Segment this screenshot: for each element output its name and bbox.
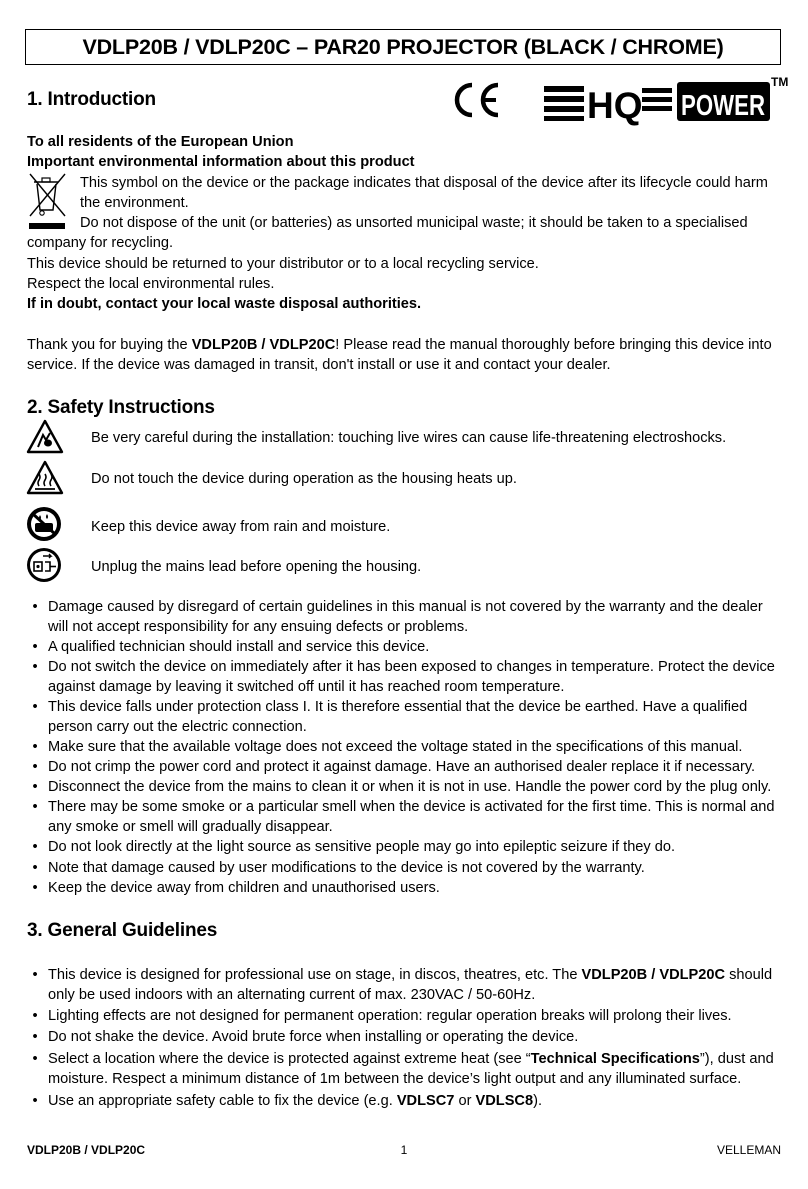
bullet-marker: • <box>32 1051 38 1067</box>
environment-text-7: If in doubt, contact your local waste disposal authorities. <box>27 296 422 312</box>
section-heading-safety: 2. Safety Instructions <box>27 397 215 418</box>
bullet-marker: • <box>32 880 38 896</box>
bullet-marker: • <box>32 967 38 983</box>
section-heading-introduction: 1. Introduction <box>27 89 156 110</box>
safety-icon-text-2: Do not touch the device during operation as the housing heats up. <box>91 471 517 487</box>
ce-mark-logo <box>448 80 504 120</box>
safety-bullet-2: A qualified technician should install and service this device. <box>48 639 430 655</box>
bullet-marker: • <box>32 779 38 795</box>
svg-text:HQ: HQ <box>587 85 643 126</box>
safety-bullet-4: This device falls under protection class I. It is therefore essential that the device be earthed. Have a qualified person carry out the electric connection. <box>48 699 748 735</box>
safety-icon-text-3: Keep this device away from rain and moisture. <box>91 519 391 535</box>
safety-bullet-9: Do not look directly at the light source as sensitive people may go into epileptic seizure if they do. <box>48 839 676 855</box>
bullet-marker: • <box>32 699 38 715</box>
guideline-bullet-2: Lighting effects are not designed for permanent operation: regular operation breaks will prolong their lives. <box>48 1008 732 1024</box>
footer-brand: VELLEMAN <box>716 1143 781 1157</box>
environment-text-2: the environment. <box>80 195 189 211</box>
section-heading-general-guidelines: 3. General Guidelines <box>27 920 218 941</box>
safety-bullet-6: Do not crimp the power cord and protect it against damage. Have an authorised dealer replace it if necessary. <box>48 759 756 775</box>
bullet-marker: • <box>32 739 38 755</box>
environment-text-4: company for recycling. <box>27 235 173 251</box>
crossed-bin-icon <box>27 172 69 232</box>
no-rain-moisture-icon <box>26 506 62 542</box>
bullet-marker: • <box>32 1008 38 1024</box>
hq-power-logo <box>541 80 773 124</box>
guideline-bullet-4: Select a location where the device is protected against extreme heat (see “Technical Specifications”), dust and moisture. Respect a minimum distance of 1m between the device’s light output and any illuminated surface. <box>48 1051 774 1087</box>
footer-model: VDLP20B / VDLP20C <box>27 1143 146 1157</box>
bullet-marker: • <box>32 659 38 675</box>
thank-you-text-1: Thank you for buying the VDLP20B / VDLP20C! Please read the manual thoroughly before bringing this device into <box>27 337 772 353</box>
environment-heading: Important environmental information about this product <box>27 154 415 170</box>
bullet-marker: • <box>32 1029 38 1045</box>
environment-text-1: This symbol on the device or the package indicates that disposal of the device after its lifecycle could harm <box>80 175 768 191</box>
svg-text:POWER: POWER <box>681 90 766 122</box>
safety-bullet-3: Do not switch the device on immediately after it has been exposed to changes in temperature. Protect the device against damage by leaving it switched off until it has reached room temperature. <box>48 659 775 695</box>
safety-icon-text-1: Be very careful during the installation: touching live wires can cause life-threatening electroshocks. <box>91 430 727 446</box>
safety-bullet-11: Keep the device away from children and unauthorised users. <box>48 880 440 896</box>
guideline-bullet-1: This device is designed for professional use on stage, in discos, theatres, etc. The VDLP20B / VDLP20C should only be used indoors with an alternating current of max. 230VAC / 50-60Hz. <box>48 967 773 1003</box>
environment-text-3: Do not dispose of the unit (or batteries) as unsorted municipal waste; it should be taken to a specialised <box>80 215 748 231</box>
bullet-marker: • <box>32 759 38 775</box>
hot-surface-warning-icon <box>26 460 64 496</box>
document-title: VDLP20B / VDLP20C – PAR20 PROJECTOR (BLACK / CHROME) <box>25 29 781 65</box>
thank-you-text-2: service. If the device was damaged in transit, don't install or use it and contact your dealer. <box>27 357 611 373</box>
safety-bullet-8: There may be some smoke or a particular smell when the device is activated for the first time. This is normal and any smoke or smell will gradually disappear. <box>48 799 775 835</box>
bullet-marker: • <box>32 839 38 855</box>
eu-residents-heading: To all residents of the European Union <box>27 134 294 150</box>
electric-shock-warning-icon <box>26 419 64 455</box>
trademark-symbol: TM <box>771 75 789 89</box>
safety-icon-text-4: Unplug the mains lead before opening the housing. <box>91 559 422 575</box>
bullet-marker: • <box>32 1093 38 1109</box>
environment-text-5: This device should be returned to your distributor or to a local recycling service. <box>27 256 539 272</box>
guideline-bullet-3: Do not shake the device. Avoid brute force when installing or operating the device. <box>48 1029 579 1045</box>
bullet-marker: • <box>32 599 38 615</box>
guideline-bullet-5: Use an appropriate safety cable to fix the device (e.g. VDLSC7 or VDLSC8). <box>48 1093 542 1109</box>
bullet-marker: • <box>32 860 38 876</box>
safety-bullet-10: Note that damage caused by user modifications to the device is not covered by the warranty. <box>48 860 645 876</box>
environment-text-6: Respect the local environmental rules. <box>27 276 275 292</box>
safety-bullet-7: Disconnect the device from the mains to clean it or when it is not in use. Handle the power cord by the plug only. <box>48 779 772 795</box>
safety-bullet-1: Damage caused by disregard of certain guidelines in this manual is not covered by the warranty and the dealer will not accept responsibility for any ensuing defects or problems. <box>48 599 763 635</box>
unplug-mains-icon <box>26 547 62 583</box>
footer-page-number: 1 <box>400 1143 408 1157</box>
bullet-marker: • <box>32 799 38 815</box>
bullet-marker: • <box>32 639 38 655</box>
safety-bullet-5: Make sure that the available voltage does not exceed the voltage stated in the specifications of this manual. <box>48 739 743 755</box>
